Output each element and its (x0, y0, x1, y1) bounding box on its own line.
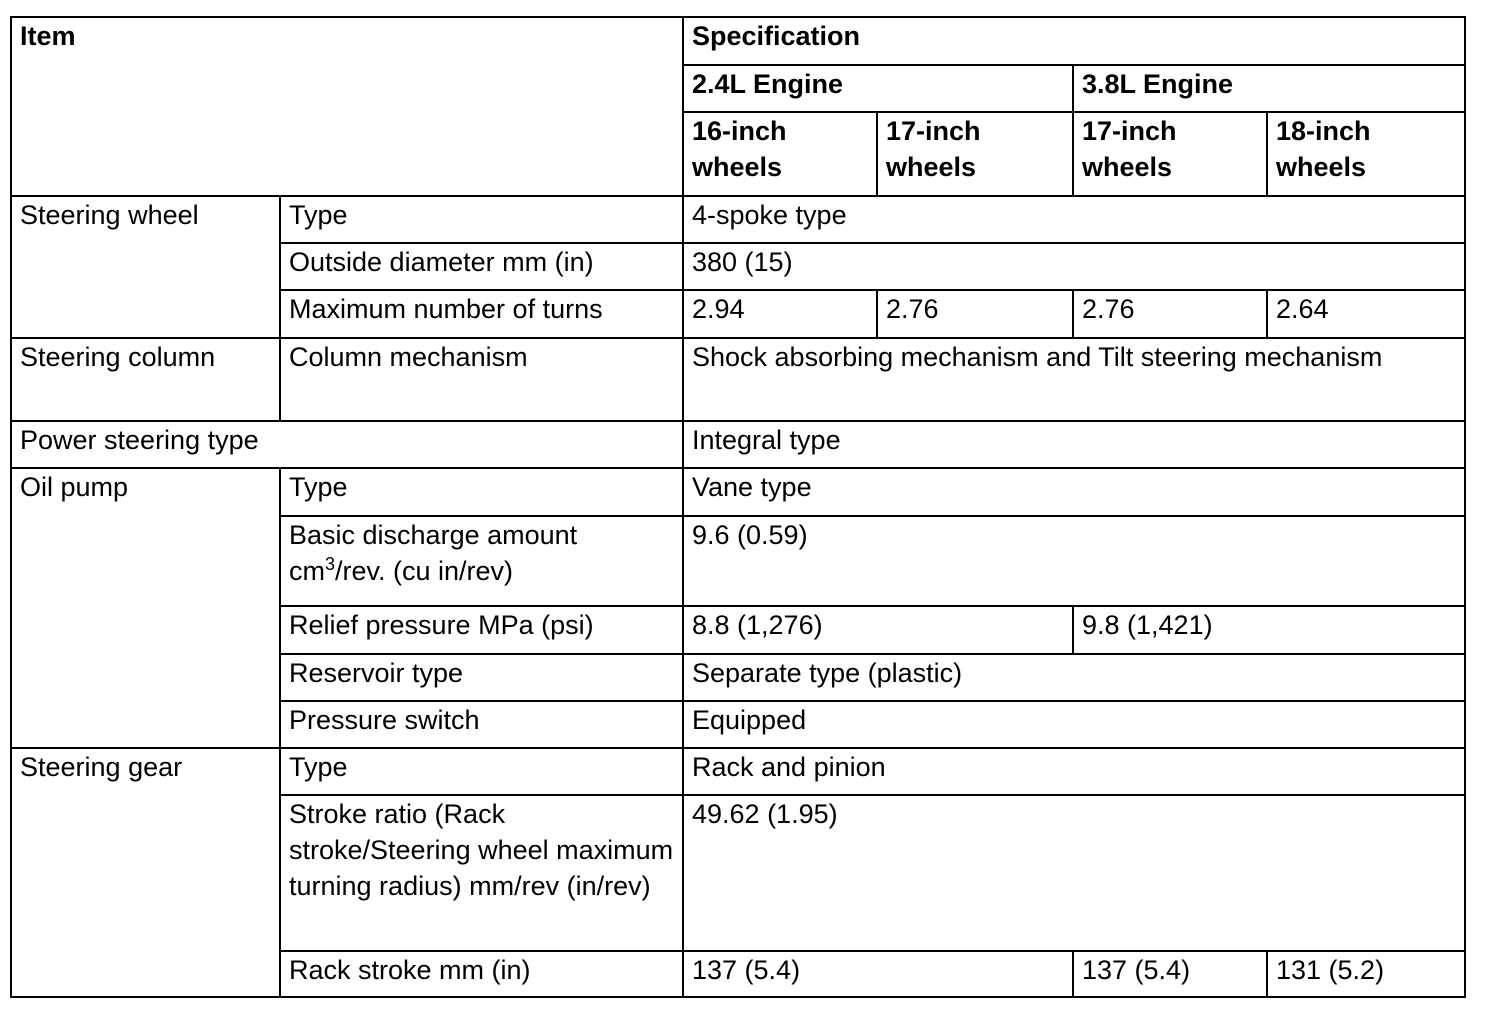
steering-column-label: Steering column (11, 338, 280, 421)
engine-38-header: 3.8L Engine (1073, 65, 1465, 112)
discharge-amount-label: Basic discharge amount $cm^3$/rev. (cu in/rev) (280, 516, 683, 606)
steering-gear-type-value: Rack and pinion (683, 748, 1465, 795)
table-row (11, 468, 1465, 516)
wheels-16-header: 16-inch wheels (683, 112, 877, 196)
oil-pump-type-value: Vane type (683, 468, 1465, 516)
max-turns-value: 2.94 (683, 290, 877, 338)
rack-stroke-value: 131 (5.2) (1267, 951, 1465, 997)
column-mechanism-label: Column mechanism (280, 338, 683, 421)
table-row (11, 196, 1465, 243)
steering-gear-type-label: Type (280, 748, 683, 795)
steering-wheel-type-value: 4-spoke type (683, 196, 1465, 243)
relief-pressure-value-38: 9.8 (1,421) (1073, 606, 1465, 654)
rack-stroke-label: Rack stroke mm (in) (280, 951, 683, 997)
item-header: Item (11, 17, 683, 196)
reservoir-type-label: Reservoir type (280, 654, 683, 701)
column-mechanism-value: Shock absorbing mechanism and Tilt steering mechanism (683, 338, 1465, 421)
outside-diameter-label: Outside diameter mm (in) (280, 243, 683, 290)
max-turns-value: 2.76 (1073, 290, 1267, 338)
wheels-17-header: 17-inch wheels (877, 112, 1073, 196)
discharge-amount-value: 9.6 (0.59) (683, 516, 1465, 606)
power-steering-label: Power steering type (11, 421, 683, 468)
specification-header: Specification (683, 17, 1465, 65)
relief-pressure-label: Relief pressure MPa (psi) (280, 606, 683, 654)
header-row-1 (11, 17, 1465, 65)
table-row (11, 338, 1465, 421)
max-turns-label: Maximum number of turns (280, 290, 683, 338)
table-row (11, 421, 1465, 468)
wheels-18-header: 18-inch wheels (1267, 112, 1465, 196)
rack-stroke-value: 137 (5.4) (1073, 951, 1267, 997)
steering-gear-label: Steering gear (11, 748, 280, 997)
engine-24-header: 2.4L Engine (683, 65, 1073, 112)
power-steering-value: Integral type (683, 421, 1465, 468)
steering-wheel-type-label: Type (280, 196, 683, 243)
outside-diameter-value: 380 (15) (683, 243, 1465, 290)
oil-pump-label: Oil pump (11, 468, 280, 748)
max-turns-value: 2.64 (1267, 290, 1465, 338)
stroke-ratio-label: Stroke ratio (Rack stroke/Steering wheel maximum turning radius) mm/rev (in/rev) (280, 795, 683, 951)
max-turns-value: 2.76 (877, 290, 1073, 338)
oil-pump-type-label: Type (280, 468, 683, 516)
table-row (11, 748, 1465, 795)
steering-wheel-label: Steering wheel (11, 196, 280, 338)
pressure-switch-value: Equipped (683, 701, 1465, 748)
rack-stroke-value: 137 (5.4) (683, 951, 1073, 997)
wheels-17-header: 17-inch wheels (1073, 112, 1267, 196)
relief-pressure-value-24: 8.8 (1,276) (683, 606, 1073, 654)
reservoir-type-value: Separate type (plastic) (683, 654, 1465, 701)
specification-table (10, 16, 1466, 998)
pressure-switch-label: Pressure switch (280, 701, 683, 748)
stroke-ratio-value: 49.62 (1.95) (683, 795, 1465, 951)
